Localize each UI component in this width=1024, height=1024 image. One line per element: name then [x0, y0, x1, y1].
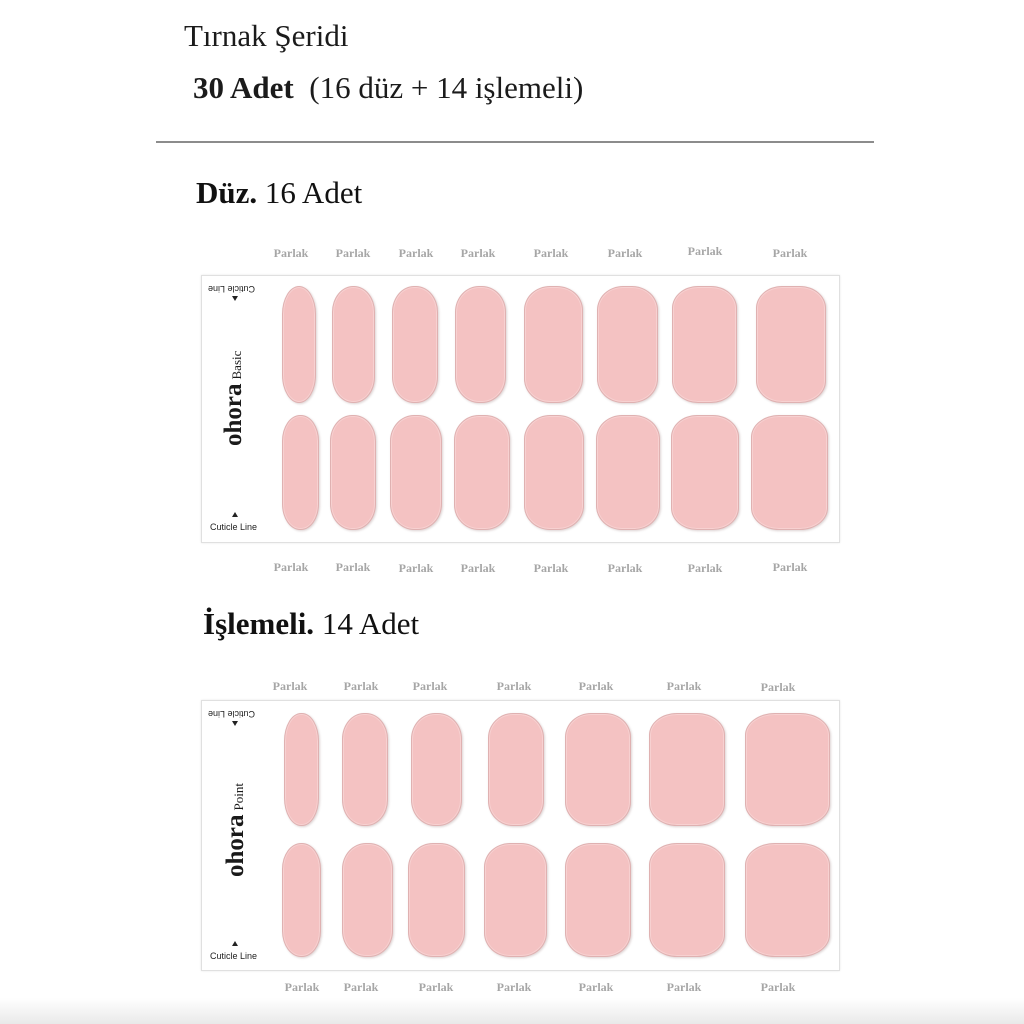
nail-sticker[interactable]: [342, 713, 388, 826]
nail-sticker[interactable]: [284, 713, 319, 826]
shine-label: Parlak: [335, 246, 371, 260]
nail-sticker[interactable]: [649, 843, 725, 957]
arrow-down-icon: [232, 296, 238, 301]
shine-label: Parlak: [460, 561, 496, 575]
piece-count-total: 30 Adet: [193, 70, 294, 105]
cuticle-line-label-top: Cuticle Line: [208, 284, 256, 294]
shine-label: Parlak: [398, 246, 434, 260]
nail-sticker[interactable]: [342, 843, 393, 957]
shine-label: Parlak: [273, 560, 309, 574]
nail-sticker[interactable]: [408, 843, 465, 957]
shine-label: Parlak: [607, 246, 643, 260]
shine-label: Parlak: [272, 679, 308, 693]
shine-label: Parlak: [772, 246, 808, 260]
divider: [156, 141, 874, 143]
nail-sticker[interactable]: [751, 415, 828, 530]
nail-sticker[interactable]: [597, 286, 658, 403]
shine-label: Parlak: [772, 560, 808, 574]
section-heading-plain: [196, 175, 362, 211]
shine-label: Parlak: [343, 679, 379, 693]
nail-sticker[interactable]: [332, 286, 375, 403]
shine-label: Parlak: [398, 561, 434, 575]
page-title: Tırnak Şeridi: [184, 18, 349, 53]
nail-sticker[interactable]: [330, 415, 376, 530]
nail-sticker[interactable]: [649, 713, 725, 826]
brand-block: [222, 783, 250, 877]
product-line-label: Basic: [229, 350, 244, 380]
nail-sticker[interactable]: [390, 415, 442, 530]
arrow-down-icon: [232, 721, 238, 726]
section-heading-decorated-count: 14 Adet: [321, 606, 420, 641]
shine-label: Parlak: [284, 980, 320, 994]
shine-label: Parlak: [343, 980, 379, 994]
nail-sticker[interactable]: [671, 415, 739, 530]
arrow-up-icon: [232, 512, 238, 517]
shine-label: Parlak: [496, 980, 532, 994]
shine-label: Parlak: [533, 561, 569, 575]
nail-sticker[interactable]: [565, 843, 631, 957]
nail-sticker[interactable]: [596, 415, 660, 530]
shine-label: Parlak: [666, 679, 702, 693]
bottom-fade: [0, 998, 1024, 1024]
shine-label: Parlak: [418, 980, 454, 994]
piece-count-breakdown: (16 düz + 14 işlemeli): [309, 70, 584, 105]
nail-sticker[interactable]: [282, 843, 321, 957]
nail-sticker[interactable]: [524, 286, 583, 403]
nail-sticker[interactable]: [745, 713, 830, 826]
cuticle-line-label-bottom: Cuticle Line: [210, 522, 258, 532]
shine-label: Parlak: [578, 679, 614, 693]
shine-label: Parlak: [578, 980, 614, 994]
brand-block: [220, 351, 248, 446]
nail-sticker[interactable]: [756, 286, 826, 403]
nail-sticker[interactable]: [565, 713, 631, 826]
nail-sticker[interactable]: [411, 713, 462, 826]
shine-label: Parlak: [687, 561, 723, 575]
cuticle-line-label-bottom: Cuticle Line: [210, 951, 258, 961]
nail-sticker[interactable]: [745, 843, 830, 957]
nail-sticker[interactable]: [454, 415, 510, 530]
nail-sticker[interactable]: [484, 843, 547, 957]
brand-logo: ohora: [220, 383, 247, 446]
nail-sticker[interactable]: [282, 415, 319, 530]
shine-label: Parlak: [687, 244, 723, 258]
nail-sticker[interactable]: [672, 286, 737, 403]
section-heading-plain-strong: Düz.: [196, 175, 258, 210]
nail-sticker[interactable]: [524, 415, 584, 530]
nail-sticker[interactable]: [392, 286, 438, 403]
shine-label: Parlak: [666, 980, 702, 994]
shine-label: Parlak: [460, 246, 496, 260]
shine-label: Parlak: [760, 680, 796, 694]
arrow-up-icon: [232, 941, 238, 946]
nail-sticker[interactable]: [282, 286, 316, 403]
product-line-label: Point: [231, 783, 246, 811]
shine-label: Parlak: [496, 679, 532, 693]
shine-label: Parlak: [607, 561, 643, 575]
shine-label: Parlak: [273, 246, 309, 260]
shine-label: Parlak: [533, 246, 569, 260]
shine-label: Parlak: [412, 679, 448, 693]
section-heading-decorated-strong: İşlemeli.: [203, 606, 315, 641]
nail-sheet-point: [201, 700, 840, 971]
nail-sticker[interactable]: [488, 713, 544, 826]
nail-sticker[interactable]: [455, 286, 506, 403]
shine-label: Parlak: [760, 980, 796, 994]
section-heading-decorated: [203, 606, 419, 642]
section-heading-plain-count: 16 Adet: [264, 175, 363, 210]
piece-count: [193, 70, 583, 106]
brand-logo: ohora: [222, 814, 249, 877]
shine-label: Parlak: [335, 560, 371, 574]
cuticle-line-label-top: Cuticle Line: [208, 709, 256, 719]
nail-sheet-basic: [201, 275, 840, 543]
